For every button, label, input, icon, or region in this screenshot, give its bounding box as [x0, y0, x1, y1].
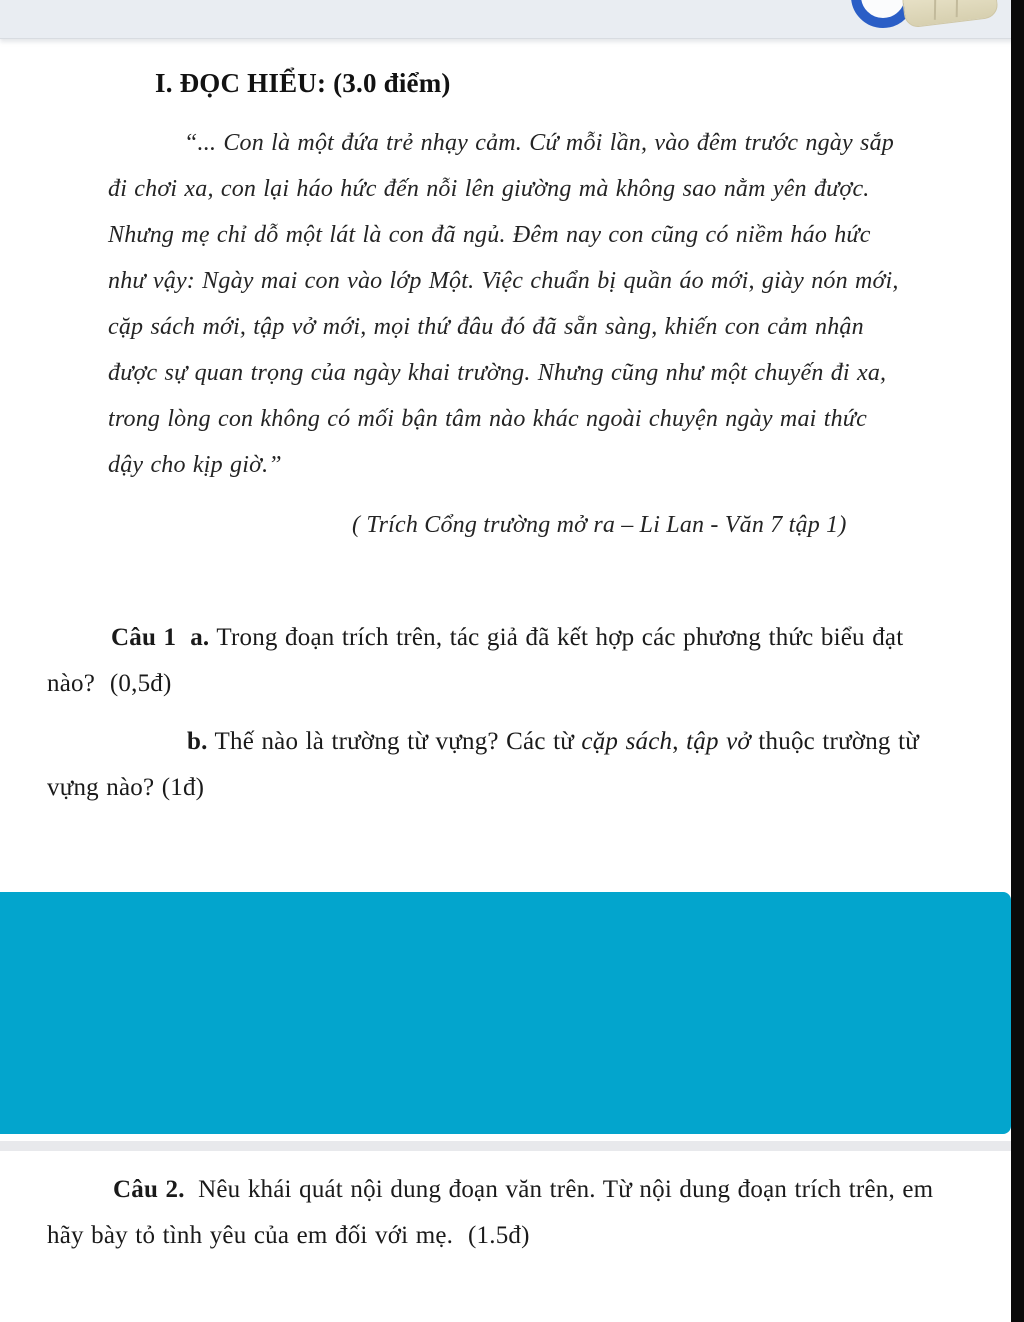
question-2	[47, 1167, 977, 1259]
logo-seam	[934, 0, 937, 20]
question-1a-text-line2: nào? (0,5đ)	[47, 670, 172, 697]
right-edge-strip	[1011, 0, 1024, 1322]
question-1b-term-2: tập vở	[686, 728, 751, 755]
beige-logo-icon	[901, 0, 999, 29]
answer-section-band	[0, 892, 1011, 1134]
question-1a	[47, 615, 977, 707]
passage-line: dậy cho kịp giờ.”	[108, 452, 282, 478]
question-1b-text: Thế nào là trường từ vựng? Các từ	[207, 728, 582, 755]
passage-line: như vậy: Ngày mai con vào lớp Một. Việc chuẩn bị quần áo mới, giày nón mới,	[108, 268, 899, 294]
passage-line: được sự quan trọng của ngày khai trường. Nhưng cũng như một chuyến đi xa,	[108, 360, 887, 386]
question-1b-text-end: thuộc trường từ	[750, 728, 919, 755]
passage-citation: ( Trích Cổng trường mở ra – Li Lan - Văn 7 tập 1)	[352, 512, 847, 538]
logo-seam	[956, 0, 959, 17]
passage-line: Nhưng mẹ chỉ dỗ một lát là con đã ngủ. Đêm nay con cũng có niềm háo hức	[108, 222, 871, 248]
passage-line: cặp sách mới, tập vở mới, mọi thứ đâu đó đã sẵn sàng, khiến con cảm nhận	[108, 314, 864, 340]
question-2-text: Nêu khái quát nội dung đoạn văn trên. Từ nội dung đoạn trích trên, em	[190, 1176, 934, 1203]
question-1b-text-mid: ,	[672, 728, 687, 755]
divider-strip	[0, 1141, 1011, 1151]
question-1b-term-1: cặp sách	[581, 728, 673, 755]
passage-quote	[108, 120, 978, 488]
question-2-label: Câu 2.	[113, 1176, 185, 1203]
question-1a-text: Trong đoạn trích trên, tác giả đã kết hợp các phương thức biểu đạt	[209, 624, 904, 651]
passage-line: trong lòng con không có mối bận tâm nào khác ngoài chuyện ngày mai thức	[108, 406, 867, 432]
question-1b	[47, 719, 977, 811]
question-1b-text-line2: vựng nào? (1đ)	[47, 774, 205, 801]
question-1-label: Câu 1	[111, 624, 177, 651]
passage-line: đi chơi xa, con lại háo hức đến nỗi lên giường mà không sao nằm yên được.	[108, 176, 870, 202]
question-1b-label: b.	[187, 728, 208, 755]
section-heading: I. ĐỌC HIỂU: (3.0 điểm)	[155, 68, 451, 98]
question-2-text-line2: hãy bày tỏ tình yêu của em đối với mẹ. (1.5đ)	[47, 1222, 530, 1249]
passage-line: “... Con là một đứa trẻ nhạy cảm. Cứ mỗi lần, vào đêm trước ngày sắp	[184, 130, 894, 156]
top-bar	[0, 0, 1024, 39]
question-1a-label: a.	[190, 624, 210, 651]
